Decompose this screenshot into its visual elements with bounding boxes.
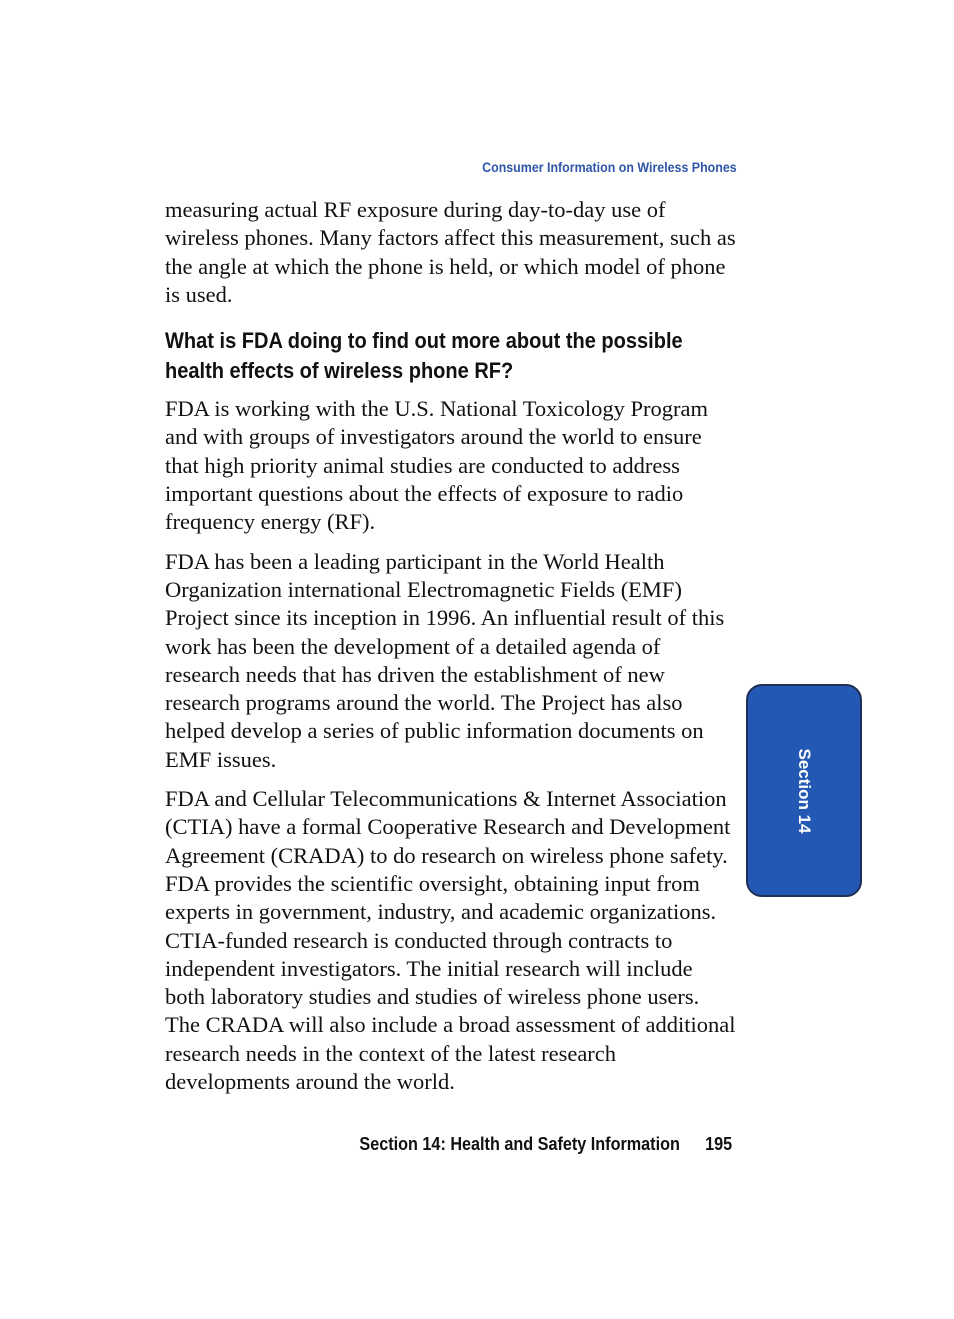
page-footer <box>359 1134 732 1155</box>
footer-section-title: Section 14: Health and Safety Information <box>359 1134 680 1154</box>
section-tab-label: Section 14 <box>795 747 814 834</box>
page-content <box>165 196 737 1107</box>
paragraph-intro: measuring actual RF exposure during day-to-day use of wireless phones. Many factors affect this measurement, such as the angle at which the phone is held, or which model of phone is used. <box>165 197 736 307</box>
paragraph-crada: FDA and Cellular Telecommunications & Internet Association (CTIA) have a formal Cooperative Research and Development Agreement (CRADA) to do research on wireless phone safety. FDA provides the scientific oversight, obtaining input from experts in government, industry, and academic organizations. CTIA-funded research is conducted through contracts to independent investigators. The initial research will include both laboratory studies and studies of wireless phone users. The CRADA will also include a broad assessment of additional research needs in the context of the latest research developments around the world. <box>165 786 736 1095</box>
section-heading: What is FDA doing to find out more about the possible health effects of wireless phone RF? <box>165 328 683 384</box>
paragraph-toxicology: FDA is working with the U.S. National Toxicology Program and with groups of investigators around the world to ensure that high priority animal studies are conducted to address important questions about the effects of exposure to radio frequency energy (RF). <box>165 396 708 535</box>
section-tab <box>746 684 862 897</box>
paragraph-emf-project: FDA has been a leading participant in the World Health Organization international Electromagnetic Fields (EMF) Project since its inception in 1996. An influential result of this work has been the development of a detailed agenda of research needs that has driven the establishment of new research programs around the world. The Project has also helped develop a series of public information documents on EMF issues. <box>165 548 725 772</box>
page-number: 195 <box>704 1134 732 1154</box>
running-header: Consumer Information on Wireless Phones <box>482 160 737 175</box>
